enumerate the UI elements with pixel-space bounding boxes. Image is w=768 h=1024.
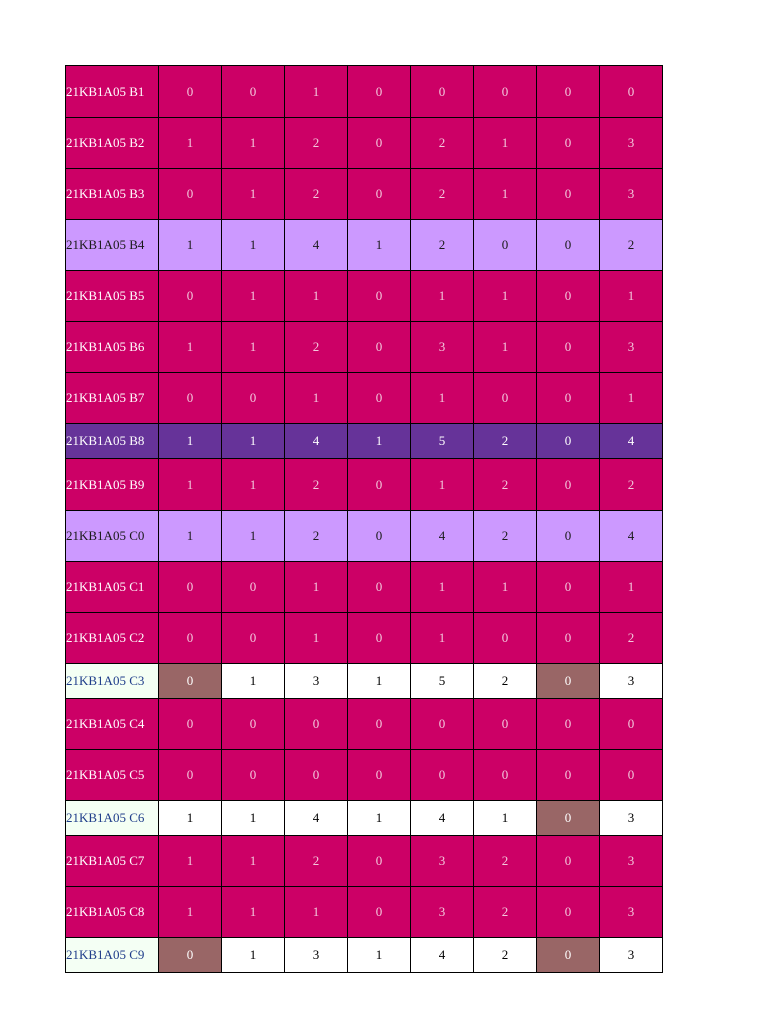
value-cell[interactable]: 0: [159, 750, 222, 801]
value-cell[interactable]: 3: [600, 887, 663, 938]
table-row: [66, 511, 663, 562]
value-cell[interactable]: 0: [600, 699, 663, 750]
roll-number-cell[interactable]: 21KB1A05 B8: [66, 424, 159, 459]
value-cell[interactable]: 3: [411, 836, 474, 887]
value-cell[interactable]: 1: [474, 118, 537, 169]
value-cell[interactable]: 0: [159, 613, 222, 664]
value-cell[interactable]: 0: [348, 836, 411, 887]
value-cell[interactable]: 2: [474, 459, 537, 511]
table-row: [66, 271, 663, 322]
value-cell[interactable]: 3: [600, 118, 663, 169]
value-cell[interactable]: 0: [159, 373, 222, 424]
value-cell[interactable]: 0: [411, 750, 474, 801]
value-cell[interactable]: 0: [159, 699, 222, 750]
value-cell[interactable]: 1: [159, 836, 222, 887]
value-cell[interactable]: 2: [600, 459, 663, 511]
value-cell[interactable]: 2: [600, 220, 663, 271]
table-row: [66, 699, 663, 750]
value-cell[interactable]: 0: [537, 511, 600, 562]
value-cell[interactable]: 1: [411, 562, 474, 613]
value-cell[interactable]: 0: [537, 562, 600, 613]
spreadsheet-region: [65, 65, 656, 962]
value-cell[interactable]: 1: [285, 66, 348, 118]
value-cell[interactable]: 4: [411, 511, 474, 562]
roll-number-cell[interactable]: 21KB1A05 B4: [66, 220, 159, 271]
value-cell[interactable]: 1: [222, 511, 285, 562]
value-cell[interactable]: 0: [537, 887, 600, 938]
value-cell[interactable]: 1: [159, 887, 222, 938]
roll-number-cell[interactable]: 21KB1A05 C4: [66, 699, 159, 750]
value-cell[interactable]: 2: [285, 322, 348, 373]
roll-number-cell[interactable]: 21KB1A05 C8: [66, 887, 159, 938]
value-cell[interactable]: 2: [474, 424, 537, 459]
value-cell[interactable]: 2: [600, 613, 663, 664]
value-cell[interactable]: 0: [600, 66, 663, 118]
value-cell[interactable]: 1: [474, 271, 537, 322]
value-cell[interactable]: 2: [474, 664, 537, 699]
value-cell[interactable]: 1: [159, 801, 222, 836]
table-row: [66, 664, 663, 699]
value-cell[interactable]: 4: [411, 801, 474, 836]
value-cell[interactable]: 0: [537, 118, 600, 169]
value-cell[interactable]: 1: [411, 613, 474, 664]
value-cell[interactable]: 2: [411, 220, 474, 271]
table-row: [66, 459, 663, 511]
value-cell[interactable]: 1: [159, 322, 222, 373]
value-cell[interactable]: 1: [600, 373, 663, 424]
value-cell[interactable]: 1: [285, 373, 348, 424]
value-cell[interactable]: 3: [411, 322, 474, 373]
value-cell[interactable]: 0: [285, 699, 348, 750]
value-cell[interactable]: 0: [348, 66, 411, 118]
value-cell[interactable]: 2: [285, 459, 348, 511]
value-cell[interactable]: 1: [222, 169, 285, 220]
value-cell[interactable]: 0: [474, 66, 537, 118]
table-row: [66, 801, 663, 836]
value-cell[interactable]: 4: [600, 424, 663, 459]
value-cell[interactable]: 1: [348, 424, 411, 459]
value-cell[interactable]: 0: [537, 169, 600, 220]
value-cell[interactable]: 0: [411, 66, 474, 118]
value-cell[interactable]: 0: [537, 373, 600, 424]
table-row: [66, 750, 663, 801]
value-cell[interactable]: 0: [348, 562, 411, 613]
table-row: [66, 424, 663, 459]
value-cell[interactable]: 5: [411, 664, 474, 699]
value-cell[interactable]: 3: [600, 664, 663, 699]
value-cell[interactable]: 2: [285, 836, 348, 887]
value-cell[interactable]: 2: [411, 118, 474, 169]
value-cell[interactable]: 0: [537, 271, 600, 322]
value-cell[interactable]: 1: [159, 511, 222, 562]
roll-number-cell[interactable]: 21KB1A05 C9: [66, 938, 159, 973]
value-cell[interactable]: 1: [474, 801, 537, 836]
table-row: [66, 938, 663, 973]
roll-number-cell[interactable]: 21KB1A05 B6: [66, 322, 159, 373]
value-cell[interactable]: 0: [348, 169, 411, 220]
value-cell[interactable]: 0: [348, 511, 411, 562]
value-cell[interactable]: 1: [285, 887, 348, 938]
value-cell[interactable]: 2: [474, 938, 537, 973]
table-row: [66, 169, 663, 220]
roll-number-cell[interactable]: 21KB1A05 B9: [66, 459, 159, 511]
value-cell[interactable]: 1: [348, 664, 411, 699]
value-cell[interactable]: 1: [222, 836, 285, 887]
value-cell[interactable]: 0: [159, 938, 222, 973]
table-row: [66, 322, 663, 373]
table-row: [66, 887, 663, 938]
value-cell[interactable]: 0: [537, 220, 600, 271]
value-cell[interactable]: 1: [222, 322, 285, 373]
value-cell[interactable]: 2: [474, 887, 537, 938]
value-cell[interactable]: 1: [600, 562, 663, 613]
value-cell[interactable]: 2: [285, 169, 348, 220]
value-cell[interactable]: 0: [537, 938, 600, 973]
table-row: [66, 220, 663, 271]
table-row: [66, 613, 663, 664]
value-cell[interactable]: 1: [474, 562, 537, 613]
value-cell[interactable]: 0: [474, 220, 537, 271]
value-cell[interactable]: 0: [285, 750, 348, 801]
value-cell[interactable]: 2: [474, 836, 537, 887]
roll-number-cell[interactable]: 21KB1A05 C2: [66, 613, 159, 664]
value-cell[interactable]: 1: [285, 271, 348, 322]
value-cell[interactable]: 0: [348, 887, 411, 938]
value-cell[interactable]: 3: [285, 938, 348, 973]
value-cell[interactable]: 1: [474, 322, 537, 373]
value-cell[interactable]: 0: [537, 664, 600, 699]
value-cell[interactable]: 1: [348, 938, 411, 973]
value-cell[interactable]: 0: [348, 750, 411, 801]
roll-number-cell[interactable]: 21KB1A05 B2: [66, 118, 159, 169]
value-cell[interactable]: 2: [411, 169, 474, 220]
value-cell[interactable]: 0: [348, 459, 411, 511]
value-cell[interactable]: 4: [411, 938, 474, 973]
value-cell[interactable]: 5: [411, 424, 474, 459]
value-cell[interactable]: 1: [222, 801, 285, 836]
value-cell[interactable]: 0: [474, 373, 537, 424]
value-cell[interactable]: 0: [537, 699, 600, 750]
roll-number-cell[interactable]: 21KB1A05 C1: [66, 562, 159, 613]
value-cell[interactable]: 4: [285, 424, 348, 459]
value-cell[interactable]: 0: [348, 699, 411, 750]
table-row: [66, 836, 663, 887]
table-row: [66, 373, 663, 424]
roll-number-cell[interactable]: 21KB1A05 C5: [66, 750, 159, 801]
roll-number-cell[interactable]: 21KB1A05 C0: [66, 511, 159, 562]
value-cell[interactable]: 3: [600, 938, 663, 973]
value-cell[interactable]: 1: [222, 664, 285, 699]
value-cell[interactable]: 0: [222, 66, 285, 118]
value-cell[interactable]: 3: [600, 169, 663, 220]
value-cell[interactable]: 0: [474, 699, 537, 750]
value-cell[interactable]: 0: [222, 373, 285, 424]
value-cell[interactable]: 4: [600, 511, 663, 562]
value-cell[interactable]: 2: [285, 118, 348, 169]
value-cell[interactable]: 0: [159, 562, 222, 613]
roll-number-cell[interactable]: 21KB1A05 C3: [66, 664, 159, 699]
value-cell[interactable]: 0: [222, 750, 285, 801]
value-cell[interactable]: 1: [159, 118, 222, 169]
value-cell[interactable]: 1: [222, 938, 285, 973]
value-cell[interactable]: 1: [411, 373, 474, 424]
value-cell[interactable]: 3: [411, 887, 474, 938]
value-cell[interactable]: 2: [474, 511, 537, 562]
value-cell[interactable]: 0: [600, 750, 663, 801]
value-cell[interactable]: 4: [285, 801, 348, 836]
value-cell[interactable]: 1: [348, 801, 411, 836]
roll-number-cell[interactable]: 21KB1A05 B5: [66, 271, 159, 322]
value-cell[interactable]: 0: [411, 699, 474, 750]
value-cell[interactable]: 1: [222, 118, 285, 169]
value-cell[interactable]: 0: [348, 118, 411, 169]
value-cell[interactable]: 0: [348, 271, 411, 322]
value-cell[interactable]: 0: [474, 613, 537, 664]
table-row: [66, 118, 663, 169]
value-cell[interactable]: 1: [411, 459, 474, 511]
value-cell[interactable]: 0: [159, 169, 222, 220]
value-cell[interactable]: 1: [600, 271, 663, 322]
value-cell[interactable]: 3: [285, 664, 348, 699]
roll-number-cell[interactable]: 21KB1A05 B3: [66, 169, 159, 220]
value-cell[interactable]: 0: [537, 459, 600, 511]
value-cell[interactable]: 3: [600, 322, 663, 373]
value-cell[interactable]: 1: [222, 271, 285, 322]
value-cell[interactable]: 0: [537, 322, 600, 373]
value-cell[interactable]: 0: [537, 801, 600, 836]
value-cell[interactable]: 1: [222, 459, 285, 511]
value-cell[interactable]: 2: [285, 511, 348, 562]
value-cell[interactable]: 0: [537, 66, 600, 118]
value-cell[interactable]: 0: [348, 322, 411, 373]
value-cell[interactable]: 3: [600, 836, 663, 887]
value-cell[interactable]: 4: [285, 220, 348, 271]
roll-number-cell[interactable]: 21KB1A05 B7: [66, 373, 159, 424]
value-cell[interactable]: 1: [222, 424, 285, 459]
value-cell[interactable]: 3: [600, 801, 663, 836]
value-cell[interactable]: 1: [474, 169, 537, 220]
value-cell[interactable]: 0: [159, 271, 222, 322]
value-cell[interactable]: 0: [222, 613, 285, 664]
value-cell[interactable]: 1: [159, 459, 222, 511]
value-cell[interactable]: 0: [348, 613, 411, 664]
roll-number-cell[interactable]: 21KB1A05 C6: [66, 801, 159, 836]
value-cell[interactable]: 0: [159, 66, 222, 118]
value-cell[interactable]: 1: [159, 424, 222, 459]
value-cell[interactable]: 1: [285, 613, 348, 664]
table-row: [66, 562, 663, 613]
value-cell[interactable]: 0: [222, 699, 285, 750]
value-cell[interactable]: 0: [159, 664, 222, 699]
value-cell[interactable]: 0: [537, 424, 600, 459]
value-cell[interactable]: 0: [348, 373, 411, 424]
value-cell[interactable]: 1: [222, 887, 285, 938]
value-cell[interactable]: 0: [222, 562, 285, 613]
table-row: [66, 66, 663, 118]
roll-number-cell[interactable]: 21KB1A05 B1: [66, 66, 159, 118]
value-cell[interactable]: 1: [222, 220, 285, 271]
table-body: [66, 66, 663, 973]
value-cell[interactable]: 1: [285, 562, 348, 613]
roll-number-cell[interactable]: 21KB1A05 C7: [66, 836, 159, 887]
value-cell[interactable]: 1: [348, 220, 411, 271]
value-cell[interactable]: 0: [537, 836, 600, 887]
value-cell[interactable]: 0: [537, 613, 600, 664]
value-cell[interactable]: 0: [537, 750, 600, 801]
attendance-table: [65, 65, 663, 973]
value-cell[interactable]: 1: [159, 220, 222, 271]
value-cell[interactable]: 1: [411, 271, 474, 322]
value-cell[interactable]: 0: [474, 750, 537, 801]
